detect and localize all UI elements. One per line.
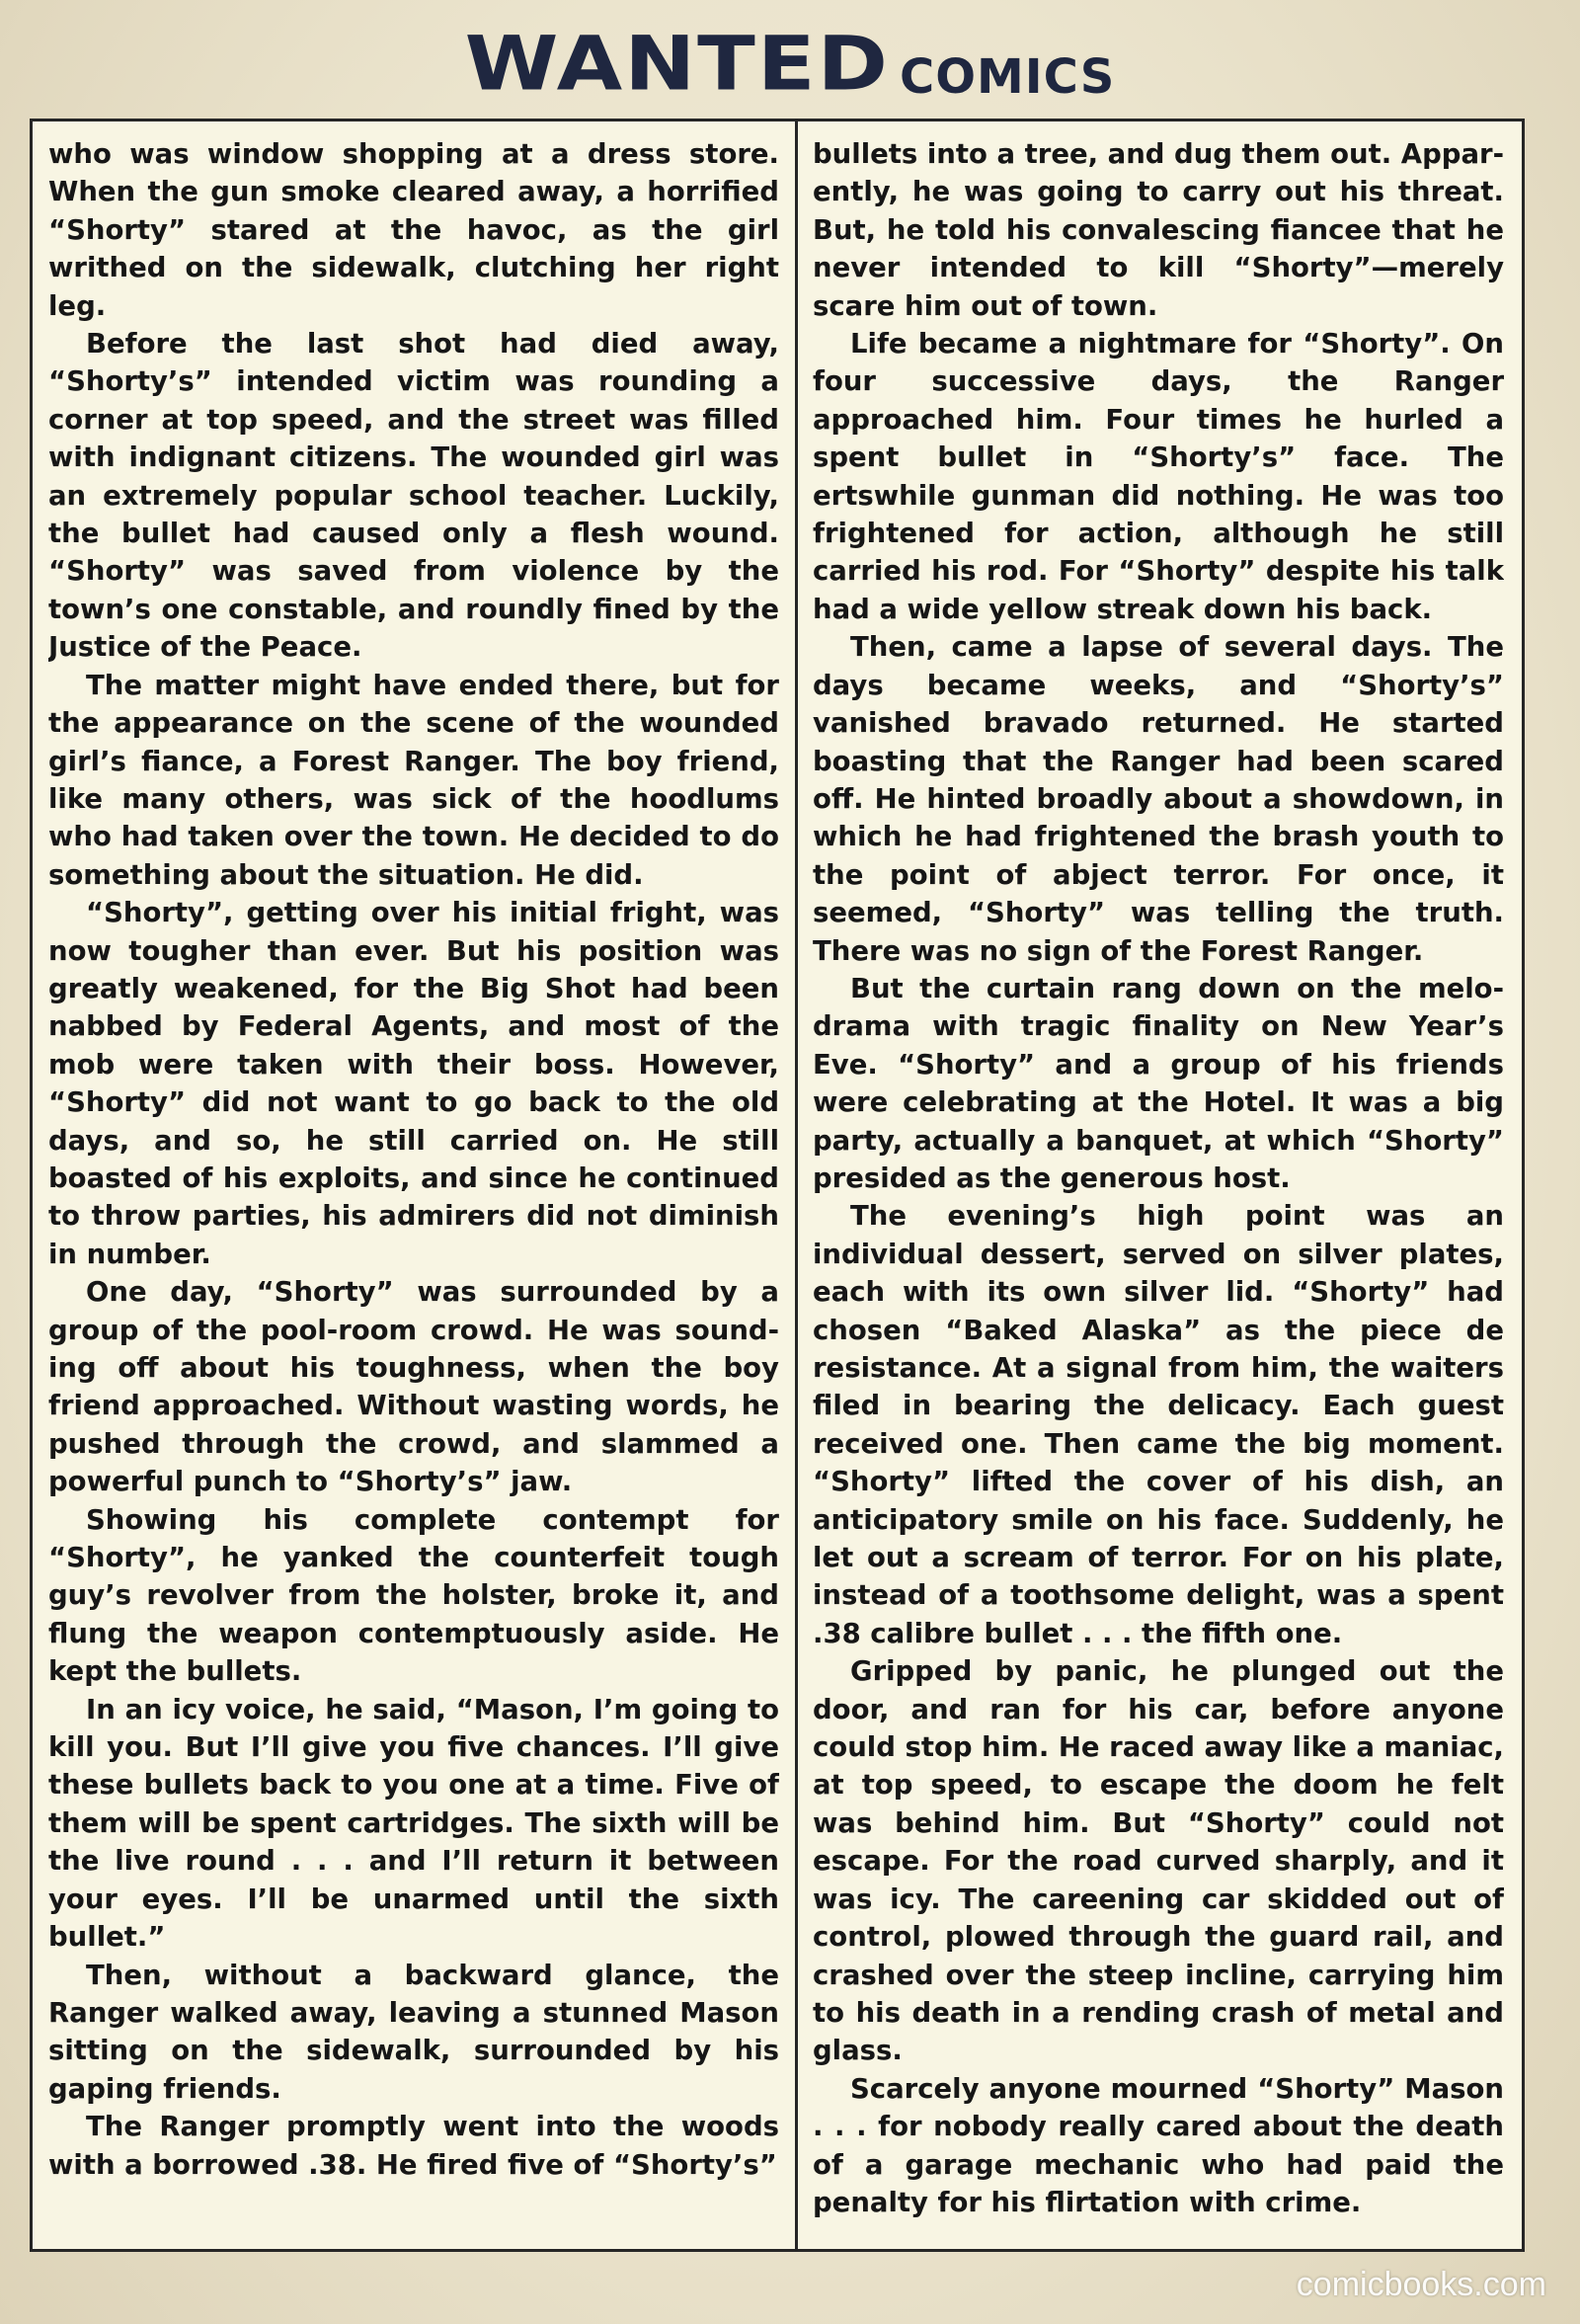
masthead [0,22,1580,107]
column-divider [795,121,798,2249]
paragraph: Before the last shot had died away, “Shorty’s” intended victim was rounding a corner at top speed, and the street was filled with indignant citizens. The wounded girl was an extremely popular school teacher. Luckily, the bullet had caused only a flesh wound. “Shorty” was saved from violence by the town’s one constable, and roundly fined by the Justice of the Peace. [48,328,779,664]
paragraph: Then, without a backward glance, the Ranger walked away, leaving a stunned Mason sitting on the sidewalk, surrounded by his gaping friends. [48,1959,779,2105]
watermark: comicbooks.com [1296,2266,1546,2303]
masthead-title: WANTED [464,21,890,108]
paragraph: Gripped by panic, he plunged out the door, and ran for his car, before anyone could stop him. He raced away like a maniac, at top speed, to escape the doom he felt was behind him. But “Shorty” could not escape. For the road curved sharply, and it was icy. The careening car skidded out of control, plowed through the guard rail, and crashed over the steep incline, carrying him to his death in a rending crash of metal and glass. [813,1655,1504,2067]
paragraph: But the curtain rang down on the melodrama with tragic finality on New Year’s Eve. “Shorty” and a group of his friends were celebrating at the Hotel. It was a big party, actually a banquet, at which “Shorty” presided as the generous host. [813,972,1504,1194]
paragraph: In an icy voice, he said, “Mason, I’m going to kill you. But I’ll give you five chances. I’ll give these bullets back to you one at a time. Five of them will be spent cartridges. The sixth will be the live round . . . and I’ll return it between your eyes. I’ll be unarmed until the sixth bullet.” [48,1693,779,1954]
left-column [48,135,779,2241]
paragraph: bullets into a tree, and dug them out. Apparently, he was going to carry out his threat. But, he told his convalescing fiancee that he never intended to kill “Shorty”—merely scare him out of town. [813,138,1504,322]
paragraph: Then, came a lapse of several days. The days became weeks, and “Shorty’s” vanished bravado returned. He started boasting that the Ranger had been scared off. He hinted broadly about a showdown, in which he had frightened the brash youth to the point of abject terror. For once, it seemed, “Shorty” was telling the truth. There was no sign of the Forest Ranger. [813,631,1504,967]
paragraph: “Shorty”, getting over his initial fright, was now tougher than ever. But his position was greatly weakened, for the Big Shot had been nabbed by Federal Agents, and most of the mob were taken with their boss. However, “Shorty” did not want to go back to the old days, and so, he still carried on. He still boasted of his exploits, and since he continued to throw parties, his admirers did not diminish in number. [48,897,779,1270]
paragraph: who was window shopping at a dress store. When the gun smoke cleared away, a horrified “Shorty” stared at the havoc, as the girl writhed on the sidewalk, clutching her right leg. [48,138,779,322]
paragraph: The matter might have ended there, but for the appearance on the scene of the wounded girl’s fiance, a Forest Ranger. The boy friend, like many others, was sick of the hoodlums who had taken over the town. He decided to do something about the situation. He did. [48,669,779,891]
paragraph: Scarcely anyone mourned “Shorty” Mason . . . for nobody really cared about the death of a garage mechanic who had paid the penalty for his flirtation with crime. [813,2072,1504,2218]
paragraph: One day, “Shorty” was surrounded by a group of the pool-room crowd. He was sounding off about his toughness, when the boy friend approached. Without wasting words, he pushed through the crowd, and slammed a powerful punch to “Shorty’s” jaw. [48,1276,779,1498]
paragraph: The evening’s high point was an individual dessert, served on silver plates, each with its own silver lid. “Shorty” had chosen “Baked Alaska” as the piece de resistance. At a signal from him, the waiters filed in bearing the delicacy. Each guest received one. Then came the big moment. “Shorty” lifted the cover of his dish, an anticipatory smile on his face. Suddenly, he let out a scream of terror. For on his plate, instead of a toothsome delight, was a spent .38 calibre bullet . . . the fifth one. [813,1200,1504,1649]
right-column [813,135,1504,2241]
article-frame [30,119,1525,2252]
paragraph: The Ranger promptly went into the woods with a borrowed .38. He fired five of “Shorty’s” [48,2111,779,2181]
paragraph: Life became a nightmare for “Shorty”. On four successive days, the Ranger approached him. Four times he hurled a spent bullet in “Shorty’s” face. The ertswhile gunman did nothing. He was too frightened for action, although he still carried his rod. For “Shorty” despite his talk had a wide yellow streak down his back. [813,328,1504,625]
paragraph: Showing his complete contempt for “Shorty”, he yanked the counterfeit tough guy’s revolver from the holster, broke it, and flung the weapon contemptuously aside. He kept the bullets. [48,1503,779,1688]
masthead-subtitle: COMICS [899,49,1116,105]
